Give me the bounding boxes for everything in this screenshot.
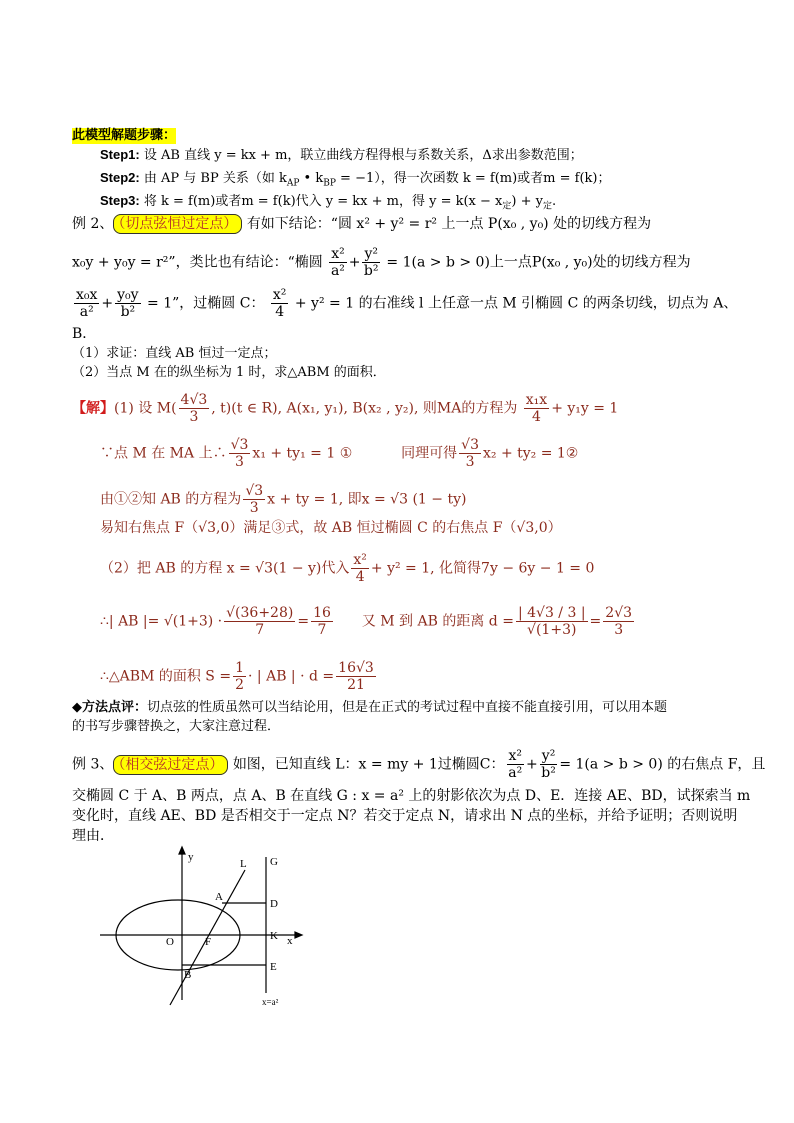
numerator: y² <box>541 748 556 764</box>
example-prefix: 例 2、 <box>72 216 114 232</box>
fraction <box>516 605 588 638</box>
step-label: Step2: <box>100 170 140 185</box>
denominator: a² <box>79 304 94 321</box>
fraction <box>229 437 251 470</box>
solution-line-2 <box>100 437 578 470</box>
step-text: 设 AB 直线 y = kx + m，联立曲线方程得根与系数关系，Δ求出参数范围； <box>143 148 583 163</box>
example-text: 如图，已知直线 L：x = my + 1过椭圆C： <box>232 756 505 773</box>
step-sub: 定 <box>502 201 512 212</box>
solution-text: 由①②知 AB 的方程为 <box>100 491 242 508</box>
solution-text: （2）把 AB 的方程 x = √3(1 − y)代入 <box>100 560 350 577</box>
fraction <box>311 605 333 638</box>
solution-text: = <box>589 613 602 630</box>
fraction <box>459 437 481 470</box>
step-sub: AP <box>286 178 300 189</box>
example-2-line-1 <box>72 216 651 233</box>
step-1 <box>100 147 583 164</box>
numerator: x₁x <box>525 392 548 408</box>
step-text: 由 AP 与 BP 关系（如 k <box>143 171 287 186</box>
step-text: = −1），得一次函数 k = f(m)或者m = f(k)； <box>335 171 611 186</box>
example-text: x₀y + y₀y = r²”，类比也有结论：“椭圆 <box>72 254 323 271</box>
example-tag: （相交弦过定点） <box>113 755 228 775</box>
denominator: b² <box>363 263 379 280</box>
example-text: 有如下结论：“圆 x² + y² = r² 上一点 P(x₀ , y₀) 处的切线方程为 <box>246 216 652 232</box>
numerator: √3 <box>230 437 249 453</box>
solution-text: ∵点 M 在 MA 上∴ <box>100 445 227 462</box>
example-text: = 1”，过椭圆 C： <box>147 295 265 312</box>
solution-text: · | AB | · d = <box>248 668 335 685</box>
step-label: Step1: <box>100 147 140 162</box>
example-2-line-2: x₀y + y₀y = r²”，类比也有结论：“椭圆 $\frac{\text{x²}}{\text{a²}}$ + $\frac{\text{y²}}{\text{b²}}$ = 1(a > b > 0)上一点P(x₀ , y₀)处的切线方程为 <box>72 246 691 280</box>
numerator: 4√3 <box>180 392 208 408</box>
example-3-line-3: 变化时，直线 AE、BD 是否相交于一定点 N？若交于定点 N，请求出 N 点的坐标，并给予证明；否则说明 <box>72 808 738 824</box>
numerator: 16√3 <box>338 660 374 676</box>
denominator: 4 <box>355 569 365 586</box>
label-y: y <box>188 851 194 863</box>
label-line-eq: x=a² <box>262 997 279 1007</box>
numerator: √(36+28) <box>226 605 294 621</box>
fraction <box>336 660 376 693</box>
solution-line-4: 易知右焦点 F（√3,0）满足③式，故 AB 恒过椭圆 C 的右焦点 F（√3,0） <box>100 520 562 536</box>
label-x: x <box>287 935 293 947</box>
numerator: 16 <box>313 605 331 621</box>
fraction <box>271 287 289 320</box>
example-2-line-4: B． <box>72 326 97 342</box>
step-2 <box>100 170 611 189</box>
denominator: 7 <box>317 622 327 639</box>
numerator: 1 <box>235 660 245 676</box>
fraction <box>224 605 295 638</box>
label-e: E <box>270 961 277 973</box>
example-text: + y² = 1 的右准线 l 上任意一点 M 引椭圆 C 的两条切线，切点为 A、 <box>294 295 738 312</box>
solution-text: (1) 设 M( <box>114 400 177 417</box>
solution-text: + y₁y = 1 <box>551 400 619 417</box>
solution-tag: 【解】 <box>72 400 114 417</box>
method-text: 切点弦的性质虽然可以当结论用，但是在正式的考试过程中直接不能直接引用，可以用本题 <box>147 700 668 715</box>
ellipse-figure <box>100 845 320 1010</box>
y-axis-arrow-icon <box>179 847 185 854</box>
fraction <box>362 246 380 279</box>
numerator: | 4√3 / 3 | <box>517 605 586 621</box>
example-text: = 1(a > b > 0)上一点P(x₀ , y₀)处的切线方程为 <box>386 254 691 271</box>
label-a: A <box>215 891 223 903</box>
step-sub: BP <box>323 178 336 189</box>
question-2: （2）当点 M 在的纵坐标为 1 时，求△ABM 的面积． <box>72 365 386 380</box>
solution-text: = <box>297 613 310 630</box>
label-d: D <box>270 898 278 910</box>
numerator: 2√3 <box>605 605 633 621</box>
solution-text: ∴△ABM 的面积 S = <box>100 668 232 685</box>
denominator: a² <box>508 765 523 782</box>
solution-line-6 <box>100 605 636 638</box>
step-text: . <box>551 194 557 209</box>
bullet-icon: ◆ <box>72 700 82 715</box>
step-text: ) + y <box>511 194 543 209</box>
denominator: b² <box>541 765 556 782</box>
fraction <box>329 246 347 279</box>
denominator: 3 <box>235 454 244 471</box>
fraction <box>74 287 99 320</box>
step-label: Step3: <box>100 193 140 208</box>
solution-line-7 <box>100 660 378 693</box>
example-prefix: 例 3、 <box>72 756 114 773</box>
denominator: 3 <box>189 409 199 426</box>
label-l: L <box>240 858 247 870</box>
numerator: x² <box>331 246 345 262</box>
solution-text: x + ty = 1, 即x = √3 (1 − ty) <box>267 491 467 508</box>
solution-text: + y² = 1, 化简得7y − 6y − 1 = 0 <box>370 560 595 577</box>
method-line-2: 的书写步骤替换之，大家注意过程． <box>72 719 281 734</box>
label-k: K <box>270 930 278 942</box>
example-3-line-1: 例 3、 （相交弦过定点） 如图，已知直线 L：x = my + 1过椭圆C： $\frac{\text{x²}}{\text{a²}}$ + $\frac{\text{y²}}{\text{b²}}$ = 1(a > b > 0) 的右焦点 F，且 <box>72 748 766 782</box>
fraction <box>507 748 525 781</box>
solution-text: ∴| AB |= √(1+3) · <box>100 613 223 630</box>
solution-line-1 <box>72 392 618 425</box>
numerator: y₀y <box>117 287 139 303</box>
fraction <box>233 660 246 693</box>
question-1: （1）求证：直线 AB 恒过一定点； <box>72 346 277 361</box>
denominator: 3 <box>249 500 259 517</box>
denominator: 2 <box>235 677 245 694</box>
denominator: √(1+3) <box>527 622 577 639</box>
fraction <box>179 392 210 425</box>
label-b: B <box>184 969 192 981</box>
solution-text: , t)(t ∈ R), A(x₁, y₁), B(x₂ , y₂), 则MA的方程为 <box>211 400 518 417</box>
fraction <box>351 552 369 585</box>
numerator: x² <box>353 552 367 568</box>
example-tag: （切点弦恒过定点） <box>113 214 242 234</box>
fraction <box>243 483 265 516</box>
solution-line-5 <box>100 552 594 585</box>
fraction <box>524 392 549 425</box>
fraction <box>540 748 558 781</box>
step-sub: 定 <box>542 201 552 212</box>
solution-text: 又 M 到 AB 的距离 d = <box>361 613 514 630</box>
example-3-line-4: 理由． <box>72 828 114 844</box>
numerator: √3 <box>461 437 479 453</box>
step-3 <box>100 193 556 212</box>
label-o: O <box>166 936 174 948</box>
model-steps-title: 此模型解题步骤： <box>72 128 177 143</box>
denominator: 4 <box>532 409 541 426</box>
numerator: y² <box>364 246 378 262</box>
x-axis-arrow-icon <box>295 932 302 938</box>
example-2-line-3: $\frac{\text{x₀x}}{\text{a²}}$ + $\frac{\text{y₀y}}{\text{b²}}$ = 1”，过椭圆 C： $\frac{\text{x²}}{4}$ + y² = 1 的右准线 l 上任意一点 M 引椭圆 C 的两条切线，切点为 A、 <box>76 287 738 321</box>
denominator: 3 <box>614 622 624 639</box>
denominator: 7 <box>255 622 265 639</box>
numerator: x² <box>508 748 523 764</box>
step-text: • k <box>299 171 324 186</box>
solution-text: 同理可得 <box>401 445 458 462</box>
fraction <box>603 605 634 638</box>
example-3-line-2: 交椭圆 C 于 A、B 两点，点 A、B 在直线 G : x = a² 上的射影依次为点 D、E．连接 AE、BD，试探索当 m <box>72 788 751 804</box>
fraction <box>115 287 140 320</box>
denominator: a² <box>330 263 345 280</box>
method-line-1 <box>72 700 667 716</box>
numerator: √3 <box>245 483 264 499</box>
denominator: 3 <box>465 454 475 471</box>
denominator: b² <box>120 304 136 321</box>
example-text: = 1(a > b > 0) 的右焦点 F，且 <box>559 756 766 773</box>
solution-text: x₁ + ty₁ = 1 ① <box>252 445 353 462</box>
solution-text: x₂ + ty₂ = 1② <box>482 445 579 462</box>
label-g: G <box>270 856 278 868</box>
numerator: x² <box>272 287 287 303</box>
label-f: F <box>205 936 212 948</box>
solution-line-3 <box>100 483 466 516</box>
step-text: 将 k = f(m)或者m = f(k)代入 y = kx + m，得 y = k(x − x <box>143 194 503 209</box>
denominator: 4 <box>275 304 285 321</box>
denominator: 21 <box>347 677 365 694</box>
method-title: 方法点评： <box>82 700 148 715</box>
numerator: x₀x <box>76 287 98 303</box>
